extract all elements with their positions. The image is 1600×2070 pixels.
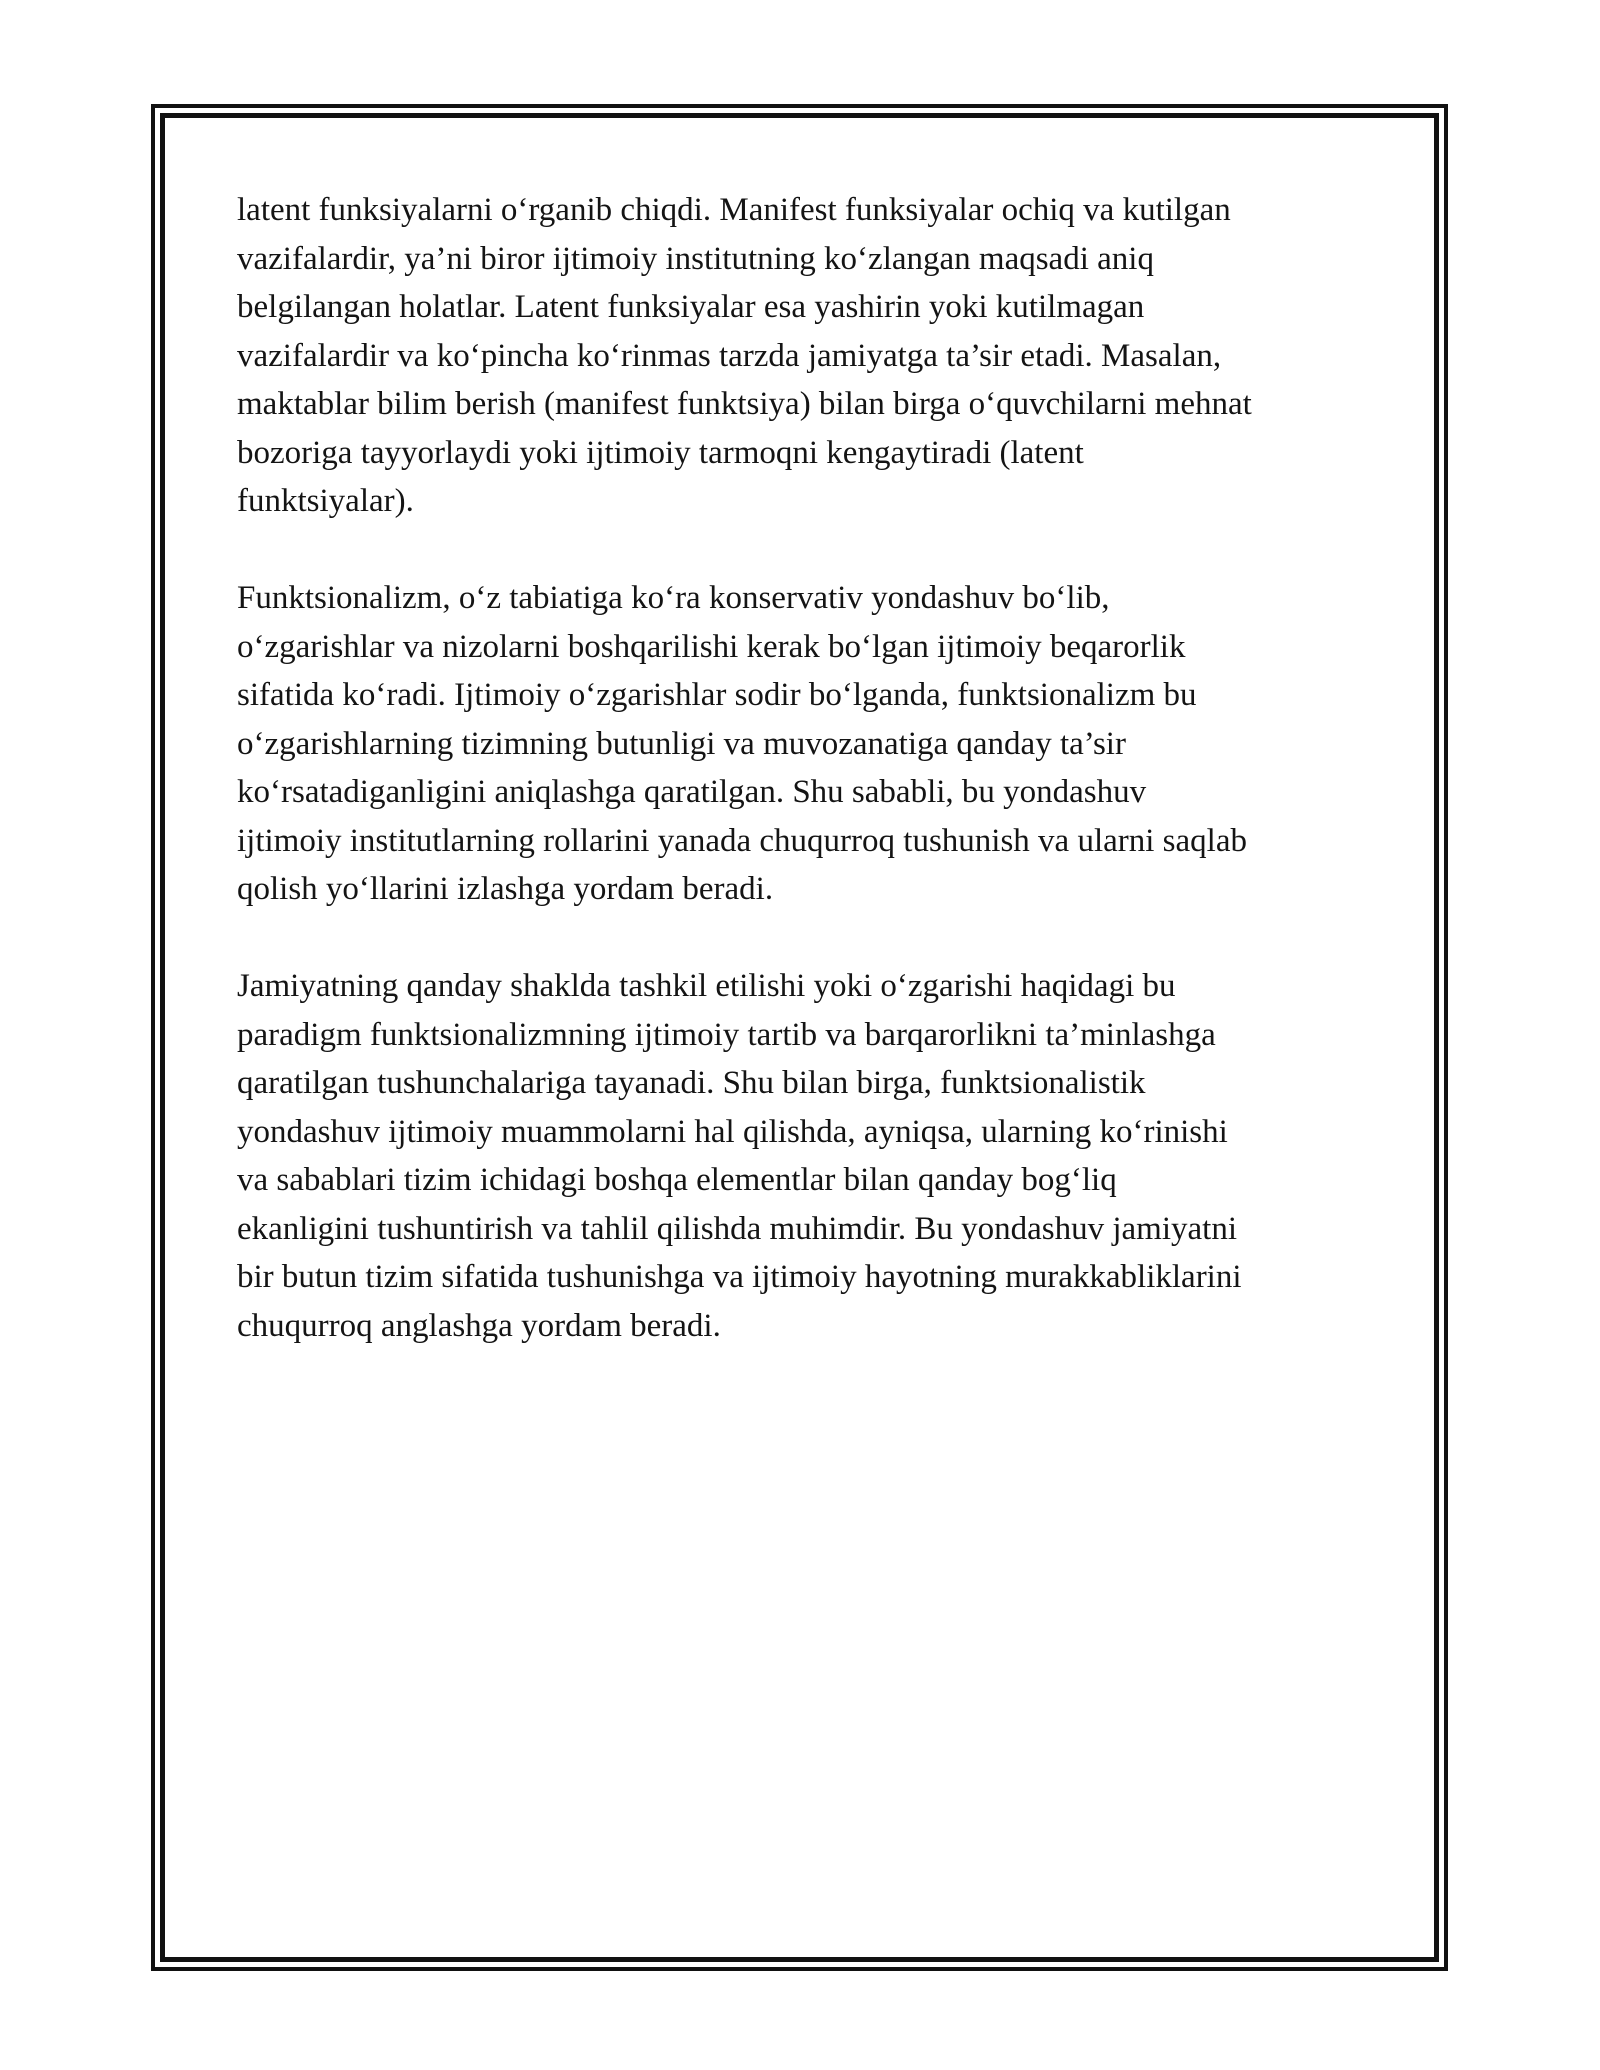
text-line: qolish yo‘llarini izlashga yordam beradi. (237, 871, 774, 907)
text-line: ko‘rsatadiganligini aniqlashga qaratilgan. Shu sababli, bu yondashuv (237, 774, 1147, 810)
text-line: belgilangan holatlar. Latent funksiyalar esa yashirin yoki kutilmagan (237, 289, 1145, 325)
paragraph-3 (237, 962, 1377, 1350)
text-line: bozoriga tayyorlaydi yoki ijtimoiy tarmoqni kengaytiradi (latent (237, 434, 1084, 471)
text-line: paradigm funktsionalizmning ijtimoiy tartib va barqarorlikni ta’minlashga (237, 1016, 1216, 1053)
text-line: funktsiyalar). (237, 483, 414, 519)
text-line: o‘zgarishlar va nizolarni boshqarilishi kerak bo‘lgan ijtimoiy beqarorlik (237, 628, 1186, 665)
text-line: Funktsionalizm, o‘z tabiatiga ko‘ra konservativ yondashuv bo‘lib, (237, 580, 1110, 616)
text-line: va sabablari tizim ichidagi boshqa elementlar bilan qanday bog‘liq (237, 1162, 1117, 1198)
document-body (237, 186, 1377, 1399)
text-line: qaratilgan tushunchalariga tayanadi. Shu bilan birga, funktsionalistik (237, 1065, 1146, 1101)
text-line: ekanligini tushuntirish va tahlil qilishda muhimdir. Bu yondashuv jamiyatni (237, 1210, 1238, 1247)
text-line: ijtimoiy institutlarning rollarini yanada chuqurroq tushunish va ularni saqlab (237, 822, 1247, 859)
text-line: o‘zgarishlarning tizimning butunligi va muvozanatiga qanday ta’sir (237, 725, 1126, 762)
paragraph-1 (237, 186, 1377, 526)
text-line: vazifalardir va ko‘pincha ko‘rinmas tarzda jamiyatga ta’sir etadi. Masalan, (237, 337, 1222, 374)
text-line: chuqurroq anglashga yordam beradi. (237, 1307, 721, 1344)
text-line: yondashuv ijtimoiy muammolarni hal qilishda, ayniqsa, ularning ko‘rinishi (237, 1113, 1228, 1150)
text-line: sifatida ko‘radi. Ijtimoiy o‘zgarishlar sodir bo‘lganda, funktsionalizm bu (237, 677, 1197, 713)
text-line: vazifalardir, ya’ni biror ijtimoiy institutning ko‘zlangan maqsadi aniq (237, 240, 1154, 277)
text-line: Jamiyatning qanday shaklda tashkil etilishi yoki o‘zgarishi haqidagi bu (237, 968, 1176, 1004)
text-line: latent funksiyalarni o‘rganib chiqdi. Manifest funksiyalar ochiq va kutilgan (237, 192, 1231, 228)
text-line: maktablar bilim berish (manifest funktsiya) bilan birga o‘quvchilarni mehnat (237, 386, 1252, 422)
paragraph-2 (237, 574, 1377, 914)
text-line: bir butun tizim sifatida tushunishga va ijtimoiy hayotning murakkabliklarini (237, 1259, 1242, 1295)
